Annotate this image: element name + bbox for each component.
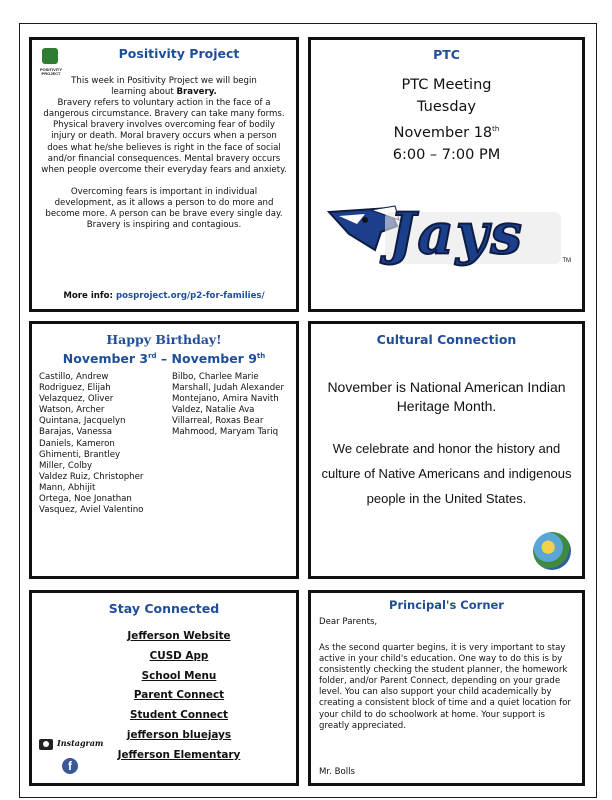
birthday-panel bbox=[29, 321, 299, 579]
positivity-logo-icon bbox=[42, 48, 58, 64]
instagram-label: Instagram bbox=[57, 738, 104, 748]
birthday-name: Mahmood, Maryam Tariq bbox=[172, 427, 279, 438]
birthday-name: Marshall, Judah Alexander bbox=[172, 383, 284, 394]
principal-title: Principal's Corner bbox=[389, 598, 504, 612]
birthday-column-1 bbox=[39, 372, 167, 516]
stay-link[interactable]: Jefferson Website bbox=[127, 630, 231, 642]
positivity-paragraph-1: Bravery refers to voluntary action in the face of a dangerous circumstance. Bravery can take many forms. Physical bravery involves overcoming fear of bodily injury or death. Moral bravery occurs when a person does what he/she believes is right in the face of social and/or financial consequences. Mental bravery occurs when people overcome their everyday fears and anxiety. bbox=[41, 98, 287, 175]
stay-link[interactable]: Jefferson Elementary bbox=[117, 748, 241, 761]
positivity-intro: This week in Positivity Project we will begin learning about bbox=[71, 76, 257, 98]
birthday-name: Mann, Abhijit bbox=[39, 482, 96, 493]
stay-title: Stay Connected bbox=[108, 601, 220, 616]
ptc-line-2: Tuesday bbox=[417, 99, 476, 115]
birthday-name: Castillo, Andrew bbox=[39, 372, 109, 382]
birthday-name: Watson, Archer bbox=[39, 405, 105, 416]
birthday-name: Daniels, Kameron bbox=[39, 438, 115, 449]
ptc-line-1: PTC Meeting bbox=[401, 77, 492, 93]
principal-body: As the second quarter begins, it is very important to stay active in your child's education. One way to do this is by consistently checking the student planner, the homework folder, and/or Parent Connect, depending on your grade level. You can also support your child academically by creating a consistent block of time and a quiet location for your child to do schoolwork at home. Your support is greatly appreciated. bbox=[319, 643, 571, 731]
positivity-logo-text: POSITIVITY PROJECT bbox=[39, 67, 62, 76]
positivity-body bbox=[40, 76, 288, 231]
principal-greeting: Dear Parents, bbox=[319, 617, 378, 627]
cultural-heading: November is National American Indian Heritage Month. bbox=[327, 379, 566, 414]
ptc-panel bbox=[308, 37, 585, 312]
stay-link[interactable]: CUSD App bbox=[149, 649, 209, 662]
cultural-body: We celebrate and honor the history and culture of Native Americans and indigenous people in the United States. bbox=[321, 441, 572, 506]
birthday-name: Bilbo, Charlee Marie bbox=[172, 372, 259, 382]
jays-logo-text: Jays bbox=[389, 201, 524, 267]
birthday-range: November 3rd – November 9th bbox=[62, 351, 266, 366]
birthday-name: Villarreal, Roxas Bear bbox=[172, 416, 264, 427]
jays-logo-tm: TM bbox=[562, 258, 571, 264]
birthday-column-2 bbox=[172, 372, 298, 439]
positivity-title: Positivity Project bbox=[118, 46, 240, 61]
birthday-title: Happy Birthday! bbox=[106, 332, 222, 347]
stay-link[interactable]: School Menu bbox=[141, 669, 217, 682]
ptc-details bbox=[311, 74, 582, 166]
stay-link[interactable]: jefferson bluejays bbox=[126, 728, 232, 741]
facebook-icon[interactable]: f bbox=[62, 758, 78, 774]
positivity-more-info bbox=[40, 291, 288, 302]
principal-signature: Mr. Bolls bbox=[319, 767, 356, 777]
positivity-panel bbox=[29, 37, 299, 312]
ptc-title: PTC bbox=[433, 47, 460, 62]
ptc-line-4: 6:00 – 7:00 PM bbox=[392, 146, 501, 163]
cultural-panel bbox=[308, 321, 585, 579]
birthday-name: Quintana, Jacquelyn bbox=[39, 416, 126, 427]
birthday-name: Valdez, Natalie Ava bbox=[172, 405, 255, 416]
stay-link[interactable]: Parent Connect bbox=[133, 689, 225, 702]
heritage-image bbox=[533, 532, 571, 570]
birthday-name: Velazquez, Oliver bbox=[39, 394, 114, 405]
ptc-line-3: November 18th bbox=[393, 124, 500, 141]
birthday-name: Montejano, Amira Navith bbox=[172, 394, 279, 405]
principal-panel bbox=[308, 590, 585, 786]
cultural-title: Cultural Connection bbox=[376, 332, 517, 347]
positivity-paragraph-3: Bravery is inspiring and contagious. bbox=[86, 220, 242, 231]
jays-logo bbox=[325, 198, 573, 276]
birthday-name: Ghimenti, Brantley bbox=[39, 449, 121, 460]
birthday-name: Valdez Ruiz, Christopher bbox=[39, 471, 144, 482]
birthday-name: Miller, Colby bbox=[39, 460, 93, 471]
birthday-name: Rodriguez, Elijah bbox=[39, 383, 111, 394]
stay-connected-panel bbox=[29, 590, 299, 786]
birthday-name: Barajas, Vanessa bbox=[39, 427, 112, 438]
positivity-paragraph-2: Overcoming fears is important in individual development, as it allows a person to do more and become more. A person can be brave every single day. bbox=[45, 186, 283, 220]
more-info-label: More info: bbox=[63, 291, 113, 301]
birthday-name: Ortega, Noe Jonathan bbox=[39, 494, 132, 505]
stay-link[interactable]: Student Connect bbox=[129, 709, 229, 722]
positivity-intro-bold: Bravery. bbox=[176, 87, 217, 98]
birthday-name: Vasquez, Aviel Valentino bbox=[39, 505, 144, 516]
more-info-link[interactable]: posproject.org/p2-for-families/ bbox=[115, 291, 265, 301]
instagram-icon[interactable] bbox=[39, 739, 53, 750]
